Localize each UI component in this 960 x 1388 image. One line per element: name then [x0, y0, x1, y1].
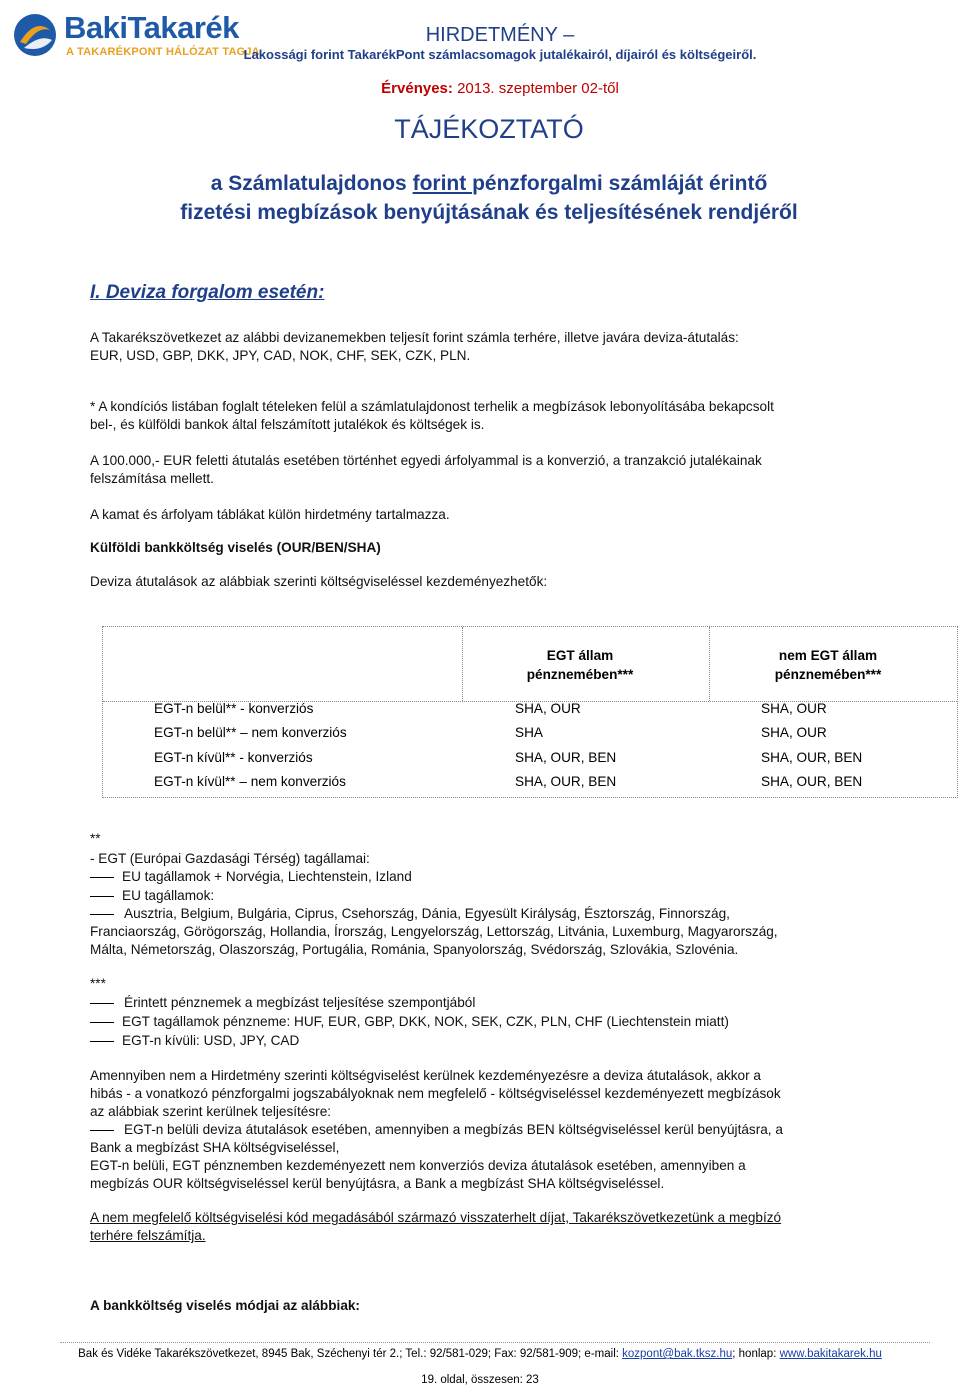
table-cell: SHA, OUR, BEN: [761, 774, 863, 789]
note-line: [90, 994, 880, 1012]
validity-line: [0, 80, 960, 97]
note-text: EU tagállamok + Norvégia, Liechtenstein, Izland: [122, 869, 412, 884]
table-header-non-egt: [713, 646, 943, 684]
subheading-pre: a Számlatulajdonos: [210, 172, 413, 195]
paragraph-line: terhére felszámítja.: [90, 1228, 206, 1243]
cost-table: [102, 626, 958, 798]
paragraph-4: A kamat és árfolyam táblákat külön hirdetmény tartalmazza.: [90, 507, 450, 522]
note-text: Érintett pénznemek a megbízást teljesítése szempontjából: [124, 995, 476, 1010]
table-header-line: nem EGT állam: [778, 648, 878, 663]
cost-bearing-heading: Külföldi bankköltség viselés (OUR/BEN/SHA): [90, 540, 381, 555]
subheading-post: pénzforgalmi számláját érintő: [472, 172, 768, 195]
table-cell: SHA, OUR, BEN: [761, 750, 863, 765]
note-line: Franciaország, Görögország, Hollandia, Írország, Lengyelország, Lettország, Litvánia, Luxemburg, Magyarország,: [90, 924, 778, 939]
note-line: [90, 1013, 880, 1031]
bank-cost-heading: A bankköltség viselés módjai az alábbiak:: [90, 1298, 360, 1313]
dash-icon: [90, 1130, 114, 1131]
paragraph-8: [90, 1209, 880, 1245]
subheading-line-2: fizetési megbízások benyújtásának és teljesítésének rendjéről: [180, 201, 798, 224]
table-header-line: pénznemében***: [526, 667, 634, 682]
paragraph-line: A nem megfelelő költségviselési kód megadásából származó visszaterhelt díjat, Takarékszövetkezetünk a megbízó: [90, 1210, 782, 1225]
logo-name: BakiTakarék: [64, 10, 239, 45]
section-title: I. Deviza forgalom esetén:: [90, 282, 325, 303]
dash-icon: [90, 896, 114, 897]
note-line: - EGT (Európai Gazdasági Térség) tagállamai:: [90, 851, 370, 866]
dash-icon: [90, 877, 114, 878]
paragraph-line: EUR, USD, GBP, DKK, JPY, CAD, NOK, CHF, SEK, CZK, PLN.: [90, 348, 471, 363]
note-text: Ausztria, Belgium, Bulgária, Ciprus, Csehország, Dánia, Egyesült Királyság, Észtország, Finnország,: [124, 906, 730, 921]
table-cell: SHA: [515, 725, 543, 740]
footer-text: ; honlap:: [732, 1348, 780, 1360]
validity-label: Érvényes:: [381, 80, 453, 97]
email-link[interactable]: kozpont@bak.tksz.hu: [622, 1348, 733, 1360]
validity-value: 2013. szeptember 02-től: [457, 80, 619, 97]
table-cell: SHA, OUR, BEN: [515, 750, 617, 765]
paragraph-7: [90, 1067, 880, 1193]
paragraph-line: az alábbiak szerint kerülnek teljesítésre:: [90, 1104, 332, 1119]
note-line: Málta, Németország, Olaszország, Portugália, Románia, Spanyolország, Svédország, Szlovákia, Szlovénia.: [90, 942, 739, 957]
subheading-underlined: forint: [412, 172, 473, 195]
table-header-line: EGT állam: [546, 648, 614, 663]
table-cell: SHA, OUR: [515, 701, 581, 716]
footer-text: Bak és Vidéke Takarékszövetkezet, 8945 Bak, Széchenyi tér 2.; Tel.: 92/581-029; Fax: 92/581-909; e-mail:: [78, 1348, 623, 1360]
notice-subtitle: Lakossági forint TakarékPont számlacsomagok jutalékairól, díjairól és költségeiről.: [243, 47, 757, 62]
logo-tagline: A TAKARÉKPONT HÁLÓZAT TAGJA: [66, 46, 260, 58]
paragraph-line: felszámítása mellett.: [90, 471, 214, 486]
paragraph-line: hibás - a vonatkozó pénzforgalmi jogszabályoknak nem megfelelő - költségviseléssel kezdeményezett megbízások: [90, 1086, 781, 1101]
paragraph-line: bel-, és külföldi bankok által felszámított jutalékok és költségek is.: [90, 417, 485, 432]
note-line: [90, 868, 880, 886]
note-text: EGT-n belüli deviza átutalások esetében, amennyiben a megbízás BEN költségviseléssel kerül benyújtásra, a: [124, 1122, 783, 1137]
table-header-line: pénznemében***: [774, 667, 882, 682]
note-text: EGT-n kívüli: USD, JPY, CAD: [122, 1033, 300, 1048]
page-title: TÁJÉKOZTATÓ: [394, 114, 584, 144]
paragraph-line: [90, 1121, 880, 1139]
dash-icon: [90, 1022, 114, 1023]
dash-icon: [90, 1041, 114, 1042]
note-line: [90, 905, 880, 923]
paragraph-line: A Takarékszövetkezet az alábbi devizanemekben teljesít forint számla terhére, illetve javára deviza-átutalás:: [90, 330, 739, 345]
paragraph-line: EGT-n belüli, EGT pénznemben kezdeményezett nem konverziós deviza átutalások esetében, amennyiben a: [90, 1158, 746, 1173]
table-cell: SHA, OUR, BEN: [515, 774, 617, 789]
paragraph-line: A 100.000,- EUR feletti átutalás esetében történhet egyedi árfolyammal is a konverzió, a tranzakció jutalékainak: [90, 453, 762, 468]
note-marker: ***: [90, 976, 106, 991]
page-number: 19. oldal, összesen: 23: [421, 1374, 539, 1386]
footer-divider: [60, 1342, 930, 1343]
table-row-label: EGT-n belül** - konverziós: [154, 701, 314, 716]
paragraph-line: * A kondíciós listában foglalt tételeken felül a számlatulajdonost terhelik a megbízások lebonyolításába bekapcsolt: [90, 399, 774, 414]
paragraph-2: [90, 398, 880, 434]
table-row-label: EGT-n belül** – nem konverziós: [154, 725, 347, 740]
note-line: [90, 1032, 880, 1050]
subheading-line-1: [0, 172, 960, 196]
note-line: [90, 887, 880, 905]
dash-icon: [90, 1003, 114, 1004]
note-marker: **: [90, 831, 101, 846]
paragraph-1: [90, 329, 880, 365]
paragraph-line: megbízás OUR költségviseléssel kerül benyújtásra, a Bank a megbízást SHA költségviseléssel.: [90, 1176, 665, 1191]
note-text: EGT tagállamok pénzneme: HUF, EUR, GBP, DKK, NOK, SEK, CZK, PLN, CHF (Liechtenstein miatt): [122, 1014, 729, 1029]
paragraph-3: [90, 452, 880, 488]
table-cell: SHA, OUR: [761, 701, 827, 716]
table-cell: SHA, OUR: [761, 725, 827, 740]
website-link[interactable]: www.bakitakarek.hu: [779, 1348, 882, 1360]
dash-icon: [90, 914, 114, 915]
paragraph-6: Deviza átutalások az alábbiak szerinti költségviseléssel kezdeményezhetők:: [90, 574, 548, 589]
table-row-label: EGT-n kívül** – nem konverziós: [154, 774, 346, 789]
note-text: EU tagállamok:: [122, 888, 215, 903]
notice-title: HIRDETMÉNY –: [425, 24, 575, 46]
paragraph-line: Amennyiben nem a Hirdetmény szerinti költségviselést kerülnek kezdeményezésre a deviza átutalások, akkor a: [90, 1068, 761, 1083]
paragraph-line: Bank a megbízást SHA költségviseléssel,: [90, 1140, 340, 1155]
table-row-label: EGT-n kívül** - konverziós: [154, 750, 313, 765]
table-header-egt: [465, 646, 695, 684]
footer: [0, 1348, 960, 1360]
